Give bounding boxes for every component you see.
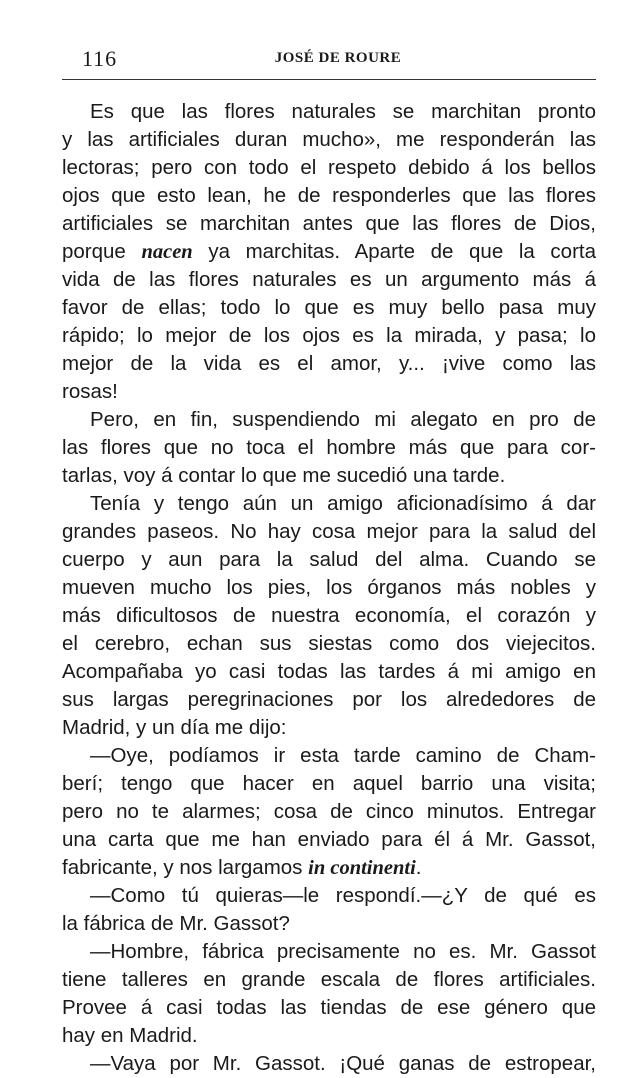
- text-line: Pero, en fin, suspendiendo mi alegato en pro de: [90, 408, 596, 431]
- text-line: sus largas peregrinaciones por los alrededores de: [62, 688, 596, 711]
- text-line: más dificultosos de nuestra economía, el corazón y: [62, 604, 596, 627]
- text-line: rosas!: [62, 380, 118, 403]
- text-line: —Hombre, fábrica precisamente no es. Mr. Gassot: [90, 940, 596, 963]
- text-line: grandes paseos. No hay cosa mejor para la salud del: [62, 520, 596, 543]
- text-line: Provee á casi todas las tiendas de ese género que: [62, 996, 596, 1019]
- text-line: —Como tú quieras—le respondí.—¿Y de qué es: [90, 884, 596, 907]
- text-fragment: fabricante, y nos largamos: [62, 856, 309, 879]
- text-line: —Oye, podíamos ir esta tarde camino de Cham-: [90, 744, 596, 767]
- text-line: una carta que me han enviado para él á Mr. Gassot,: [62, 828, 596, 851]
- text-line: hay en Madrid.: [62, 1024, 198, 1047]
- text-line: Es que las flores naturales se marchitan pronto: [90, 100, 596, 123]
- text-line: tarlas, voy á contar lo que me sucedió una tarde.: [62, 464, 506, 487]
- text-line: cuerpo y aun para la salud del alma. Cuando se: [62, 548, 596, 571]
- text-line: —Vaya por Mr. Gassot. ¡Qué ganas de estropear,: [90, 1052, 596, 1075]
- page-header: [82, 44, 594, 74]
- text-fragment: porque: [62, 240, 142, 263]
- text-line: mejor de la vida es el amor, y... ¡vive como las: [62, 352, 596, 375]
- text-line: y las artificiales duran mucho», me responderán las: [62, 128, 596, 151]
- text-line: el cerebro, echan sus siestas como dos viejecitos.: [62, 632, 596, 655]
- text-line: mueven mucho los pies, los órganos más nobles y: [62, 576, 596, 599]
- text-line: tiene talleres en grande escala de flores artificiales.: [62, 968, 596, 991]
- text-line: ojos que esto lean, he de responderles que las flores: [62, 184, 596, 207]
- text-line: Acompañaba yo casi todas las tardes á mi amigo en: [62, 660, 596, 683]
- page-number: 116: [82, 46, 118, 71]
- text-line: pero no te alarmes; cosa de cinco minutos. Entregar: [62, 800, 596, 823]
- text-line: [62, 854, 596, 882]
- text-line: vida de las flores naturales es un argumento más á: [62, 268, 596, 291]
- italic-word: nacen: [141, 241, 193, 263]
- italic-phrase: in continenti: [308, 857, 416, 879]
- text-fragment: ya marchitas. Aparte de que la corta: [192, 240, 596, 263]
- body-text: [62, 98, 596, 1078]
- text-line: favor de ellas; todo lo que es muy bello pasa muy: [62, 296, 596, 319]
- text-line: Madrid, y un día me dijo:: [62, 716, 287, 739]
- text-line: las flores que no toca el hombre más que para cor-: [62, 436, 596, 459]
- running-head: JOSÉ DE ROURE: [274, 50, 402, 66]
- text-line: [62, 238, 596, 266]
- text-line: berí; tengo que hacer en aquel barrio una visita;: [62, 772, 596, 795]
- text-line: lectoras; pero con todo el respeto debido á los bellos: [62, 156, 596, 179]
- text-line: artificiales se marchitan antes que las flores de Dios,: [62, 212, 596, 235]
- text-line: rápido; lo mejor de los ojos es la mirada, y pasa; lo: [62, 324, 596, 347]
- header-rule: [62, 79, 596, 80]
- text-line: Tenía y tengo aún un amigo aficionadísimo á dar: [90, 492, 596, 515]
- text-line: la fábrica de Mr. Gassot?: [62, 912, 290, 935]
- text-fragment: .: [415, 856, 422, 879]
